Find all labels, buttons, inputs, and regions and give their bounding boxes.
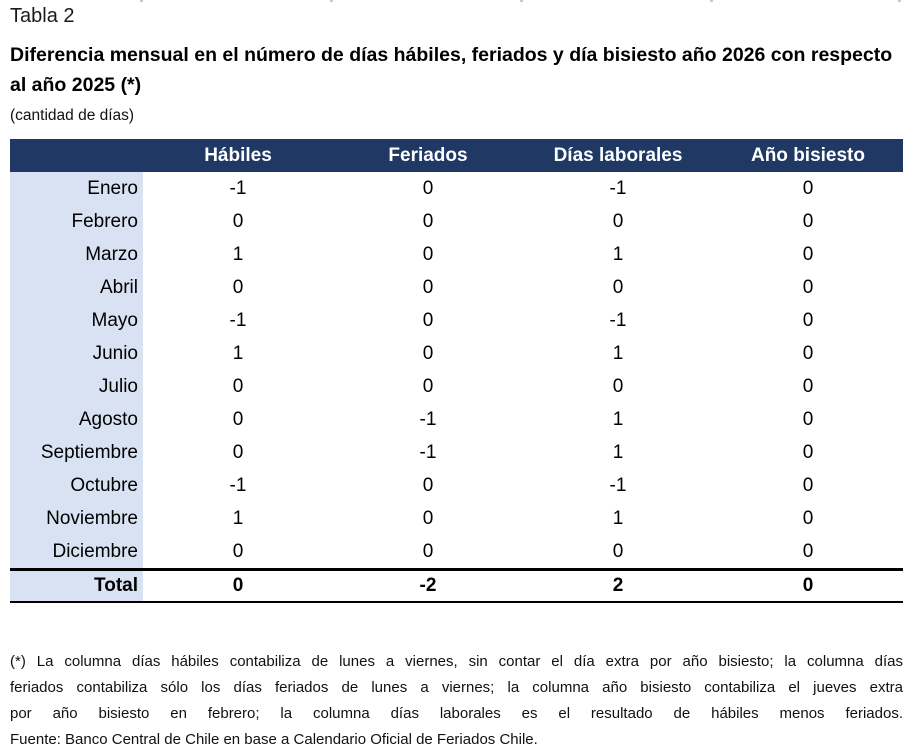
month-cell: Marzo bbox=[10, 238, 143, 271]
value-cell: 0 bbox=[802, 210, 814, 232]
table-row bbox=[10, 304, 903, 337]
month-cell: Abril bbox=[10, 271, 143, 304]
table-row bbox=[10, 370, 903, 403]
total-label-cell: Total bbox=[10, 570, 143, 603]
value-cell: 0 bbox=[232, 276, 244, 298]
value-cell: 0 bbox=[802, 474, 814, 496]
total-row bbox=[10, 570, 903, 603]
month-cell: Diciembre bbox=[10, 535, 143, 570]
month-cell: Agosto bbox=[10, 403, 143, 436]
value-cell: 1 bbox=[232, 507, 244, 529]
value-cell: -1 bbox=[419, 408, 437, 430]
table-row bbox=[10, 172, 903, 205]
month-cell: Septiembre bbox=[10, 436, 143, 469]
value-cell: 0 bbox=[802, 375, 814, 397]
value-cell: 0 bbox=[612, 276, 624, 298]
total-value-cell: 0 bbox=[713, 570, 903, 603]
value-cell: 0 bbox=[232, 375, 244, 397]
value-cell: 0 bbox=[612, 375, 624, 397]
footnote-line: feriados contabiliza sólo los días feriados de lunes a viernes; la columna año bisiesto contabiliza el jueves extra bbox=[10, 679, 903, 696]
table-row bbox=[10, 337, 903, 370]
value-cell: 1 bbox=[232, 342, 244, 364]
column-header-habiles: Hábiles bbox=[143, 139, 333, 172]
value-cell: 1 bbox=[612, 243, 624, 265]
table-row bbox=[10, 469, 903, 502]
value-cell: 1 bbox=[612, 408, 624, 430]
value-cell: 0 bbox=[232, 408, 244, 430]
table-header-row bbox=[10, 139, 903, 172]
table-row bbox=[10, 535, 903, 570]
value-cell: -1 bbox=[229, 177, 247, 199]
value-cell: -1 bbox=[609, 309, 627, 331]
month-cell: Octubre bbox=[10, 469, 143, 502]
value-cell: 0 bbox=[422, 540, 434, 562]
footnote-line: (*) La columna días hábiles contabiliza de lunes a viernes, sin contar el día extra por año bisiesto; la columna días bbox=[10, 653, 903, 670]
value-cell: 1 bbox=[612, 441, 624, 463]
value-cell: 0 bbox=[802, 177, 814, 199]
unit-label: (cantidad de días) bbox=[10, 107, 135, 124]
value-cell: 0 bbox=[802, 408, 814, 430]
value-cell: 0 bbox=[422, 243, 434, 265]
value-cell: -1 bbox=[229, 474, 247, 496]
month-cell: Junio bbox=[10, 337, 143, 370]
value-cell: 0 bbox=[802, 243, 814, 265]
value-cell: 0 bbox=[422, 210, 434, 232]
table-title-line-2: al año 2025 (*) bbox=[10, 74, 142, 96]
table-row bbox=[10, 205, 903, 238]
table-row bbox=[10, 238, 903, 271]
footnote-source-line: Fuente: Banco Central de Chile en base a Calendario Oficial de Feriados Chile. bbox=[10, 731, 538, 748]
value-cell: 0 bbox=[422, 309, 434, 331]
value-cell: 0 bbox=[422, 507, 434, 529]
month-cell: Julio bbox=[10, 370, 143, 403]
value-cell: 0 bbox=[612, 210, 624, 232]
table-number-label: Tabla 2 bbox=[10, 5, 75, 27]
value-cell: 0 bbox=[802, 309, 814, 331]
value-cell: 0 bbox=[422, 276, 434, 298]
month-column-header bbox=[10, 139, 143, 172]
total-value-cell: -2 bbox=[333, 570, 523, 603]
table-row bbox=[10, 502, 903, 535]
value-cell: 0 bbox=[232, 210, 244, 232]
value-cell: 0 bbox=[802, 342, 814, 364]
value-cell: 0 bbox=[802, 540, 814, 562]
value-cell: 0 bbox=[422, 474, 434, 496]
value-cell: 0 bbox=[802, 276, 814, 298]
difference-table bbox=[10, 139, 903, 603]
total-value-cell: 0 bbox=[143, 570, 333, 603]
table-title-line-1: Diferencia mensual en el número de días hábiles, feriados y día bisiesto año 2026 con respecto bbox=[10, 44, 893, 66]
value-cell: 0 bbox=[422, 375, 434, 397]
value-cell: -1 bbox=[229, 309, 247, 331]
value-cell: 0 bbox=[232, 540, 244, 562]
column-header-feriados: Feriados bbox=[333, 139, 523, 172]
value-cell: 0 bbox=[802, 507, 814, 529]
total-value-cell: 2 bbox=[523, 570, 713, 603]
value-cell: 1 bbox=[232, 243, 244, 265]
value-cell: 1 bbox=[612, 507, 624, 529]
month-cell: Enero bbox=[10, 172, 143, 205]
value-cell: 1 bbox=[612, 342, 624, 364]
table-body bbox=[10, 172, 903, 570]
table-row bbox=[10, 436, 903, 469]
value-cell: -1 bbox=[609, 177, 627, 199]
month-cell: Noviembre bbox=[10, 502, 143, 535]
footnote bbox=[10, 649, 903, 753]
table-row bbox=[10, 271, 903, 304]
table-heading bbox=[10, 5, 903, 125]
table-row bbox=[10, 403, 903, 436]
value-cell: 0 bbox=[802, 441, 814, 463]
value-cell: 0 bbox=[232, 441, 244, 463]
page-edge-artifact bbox=[0, 0, 913, 2]
month-cell: Febrero bbox=[10, 205, 143, 238]
column-header-dias-laborales: Días laborales bbox=[523, 139, 713, 172]
column-header-ano-bisiesto: Año bisiesto bbox=[713, 139, 903, 172]
month-cell: Mayo bbox=[10, 304, 143, 337]
value-cell: -1 bbox=[609, 474, 627, 496]
value-cell: 0 bbox=[422, 177, 434, 199]
value-cell: -1 bbox=[419, 441, 437, 463]
value-cell: 0 bbox=[612, 540, 624, 562]
footnote-line: por año bisiesto en febrero; la columna días laborales es el resultado de hábiles menos feriados. bbox=[10, 705, 903, 722]
value-cell: 0 bbox=[422, 342, 434, 364]
